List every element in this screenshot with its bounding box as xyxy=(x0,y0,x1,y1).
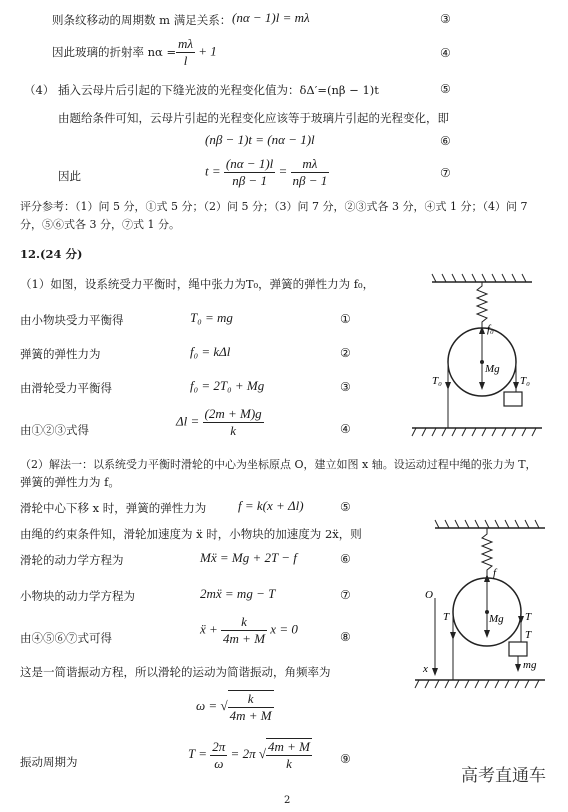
marker-6: ⑥ xyxy=(440,134,451,148)
text-p11: 小物块的动力学方程为 xyxy=(20,589,135,603)
text-scoring-2: 分，⑤⑥式各 3 分，⑦式 1 分。 xyxy=(20,218,180,231)
label-T0-left: T₀ xyxy=(432,375,442,387)
label-f: f xyxy=(493,567,497,579)
page-number: 2 xyxy=(284,795,291,806)
text-p14: 振动周期为 xyxy=(20,755,78,769)
text-p1: （1）如图，设系统受力平衡时，绳中张力为T₀，弹簧的弹性力为 f₀， xyxy=(20,277,375,291)
marker-c1: ① xyxy=(340,312,351,326)
label-Mg-2: Mg xyxy=(489,613,504,625)
label-f0: f₀ xyxy=(487,323,494,335)
equation-dl: Δl = $\frac{(2m + M)g}{k}$ xyxy=(176,406,262,438)
equation-period: T = $\frac{2\pi}{\omega}$ = 2π √ $\frac{4m + M}{k}$ xyxy=(188,738,310,771)
equation-p11: 2mẍ = mg − T xyxy=(200,586,276,601)
equation-p3: f₀ = kΔl xyxy=(190,344,231,359)
text-line-6: 因此 xyxy=(58,169,81,183)
label-Mg: Mg xyxy=(485,363,500,375)
text-line-1: 则条纹移动的周期数 m 满足关系： xyxy=(52,13,232,27)
equation-oscillation: ẍ + $\frac{k}{4m + M}$ x = 0 xyxy=(200,614,298,646)
marker-3: ③ xyxy=(440,12,451,26)
equation-1: (nα − 1)l = mλ xyxy=(232,10,310,25)
marker-d6: ⑥ xyxy=(340,552,351,566)
text-p7: 弹簧的弹性力为 f。 xyxy=(20,475,120,489)
text-p6: （2）解法一：以系统受力平衡时滑轮的中心为坐标原点 O，建立如图 x 轴。设运动过程中绳的张力为 T， xyxy=(20,458,537,471)
equation-n-alpha: $\frac{m\lambda}{l}$ + 1 xyxy=(178,36,217,68)
text-line-3: 插入云母片后引起的下缝光波的光程变化值为：δΔ′=(nβ − 1)t xyxy=(58,83,379,97)
text-p8: 滑轮中心下移 x 时，弹簧的弹性力为 xyxy=(20,501,207,515)
equation-p8: f = k(x + Δl) xyxy=(238,498,304,513)
marker-7: ⑦ xyxy=(440,166,451,180)
marker-c3: ③ xyxy=(340,380,351,394)
text-p2: 由小物块受力平衡得 xyxy=(20,313,124,327)
pulley-figure-2 xyxy=(405,516,555,694)
equation-omega: ω = √ $\frac{k}{4m + M}$ xyxy=(196,691,272,723)
equation-p4: f₀ = 2T₀ + Mg xyxy=(190,378,265,393)
marker-d7: ⑦ xyxy=(340,588,351,602)
equation-2: (nβ − 1)t = (nα − 1)l xyxy=(205,132,315,147)
text-line-4: 由题给条件可知，云母片引起的光程变化应该等于玻璃片引起的光程变化，即 xyxy=(58,111,449,125)
problem-12-title: 12.(24 分) xyxy=(20,247,83,261)
marker-4: ④ xyxy=(440,46,451,60)
label-T-right-top: T xyxy=(525,611,532,623)
text-p10: 滑轮的动力学方程为 xyxy=(20,553,124,567)
text-p13: 这是一简谐振动方程，所以滑轮的运动为简谐振动，角频率为 xyxy=(20,665,331,679)
label-x-axis: x xyxy=(423,663,428,675)
marker-c2: ② xyxy=(340,346,351,360)
equation-p10: Mẍ = Mg + 2T − f xyxy=(200,550,297,565)
text-part4-label: （4） xyxy=(24,83,55,97)
marker-d5: ⑤ xyxy=(340,500,351,514)
label-O: O xyxy=(425,589,433,601)
text-p4: 由滑轮受力平衡得 xyxy=(20,381,112,395)
marker-d9: ⑨ xyxy=(340,752,351,766)
watermark: 高考直通车 xyxy=(461,766,546,786)
text-line-2: 因此玻璃的折射率 nα = xyxy=(52,45,177,59)
label-T0-right: T₀ xyxy=(520,375,530,387)
equation-t: t = $\frac{(n\alpha - 1)l}{n\beta - 1}$ = $\frac{m\lambda}{n\beta - 1}$ xyxy=(205,156,328,188)
text-scoring-1: 评分参考：（1）问 5 分，①式 5 分；（2）问 5 分；（3）问 7 分，②③式各 3 分，④式 1 分；（4）问 7 xyxy=(20,200,528,213)
marker-5: ⑤ xyxy=(440,82,451,96)
marker-d8: ⑧ xyxy=(340,630,351,644)
text-p12: 由④⑤⑥⑦式可得 xyxy=(20,631,112,645)
label-T-left: T xyxy=(443,611,450,623)
text-p3: 弹簧的弹性力为 xyxy=(20,347,101,361)
equation-p2: T₀ = mg xyxy=(190,310,233,325)
label-T-right: T xyxy=(525,629,532,641)
text-p5: 由①②③式得 xyxy=(20,423,89,437)
label-mg: mg xyxy=(523,659,537,671)
marker-c4: ④ xyxy=(340,422,351,436)
pulley-figure-1 xyxy=(402,268,552,444)
text-p9: 由绳的约束条件知，滑轮加速度为 ẍ 时，小物块的加速度为 2ẍ，则 xyxy=(20,527,362,541)
